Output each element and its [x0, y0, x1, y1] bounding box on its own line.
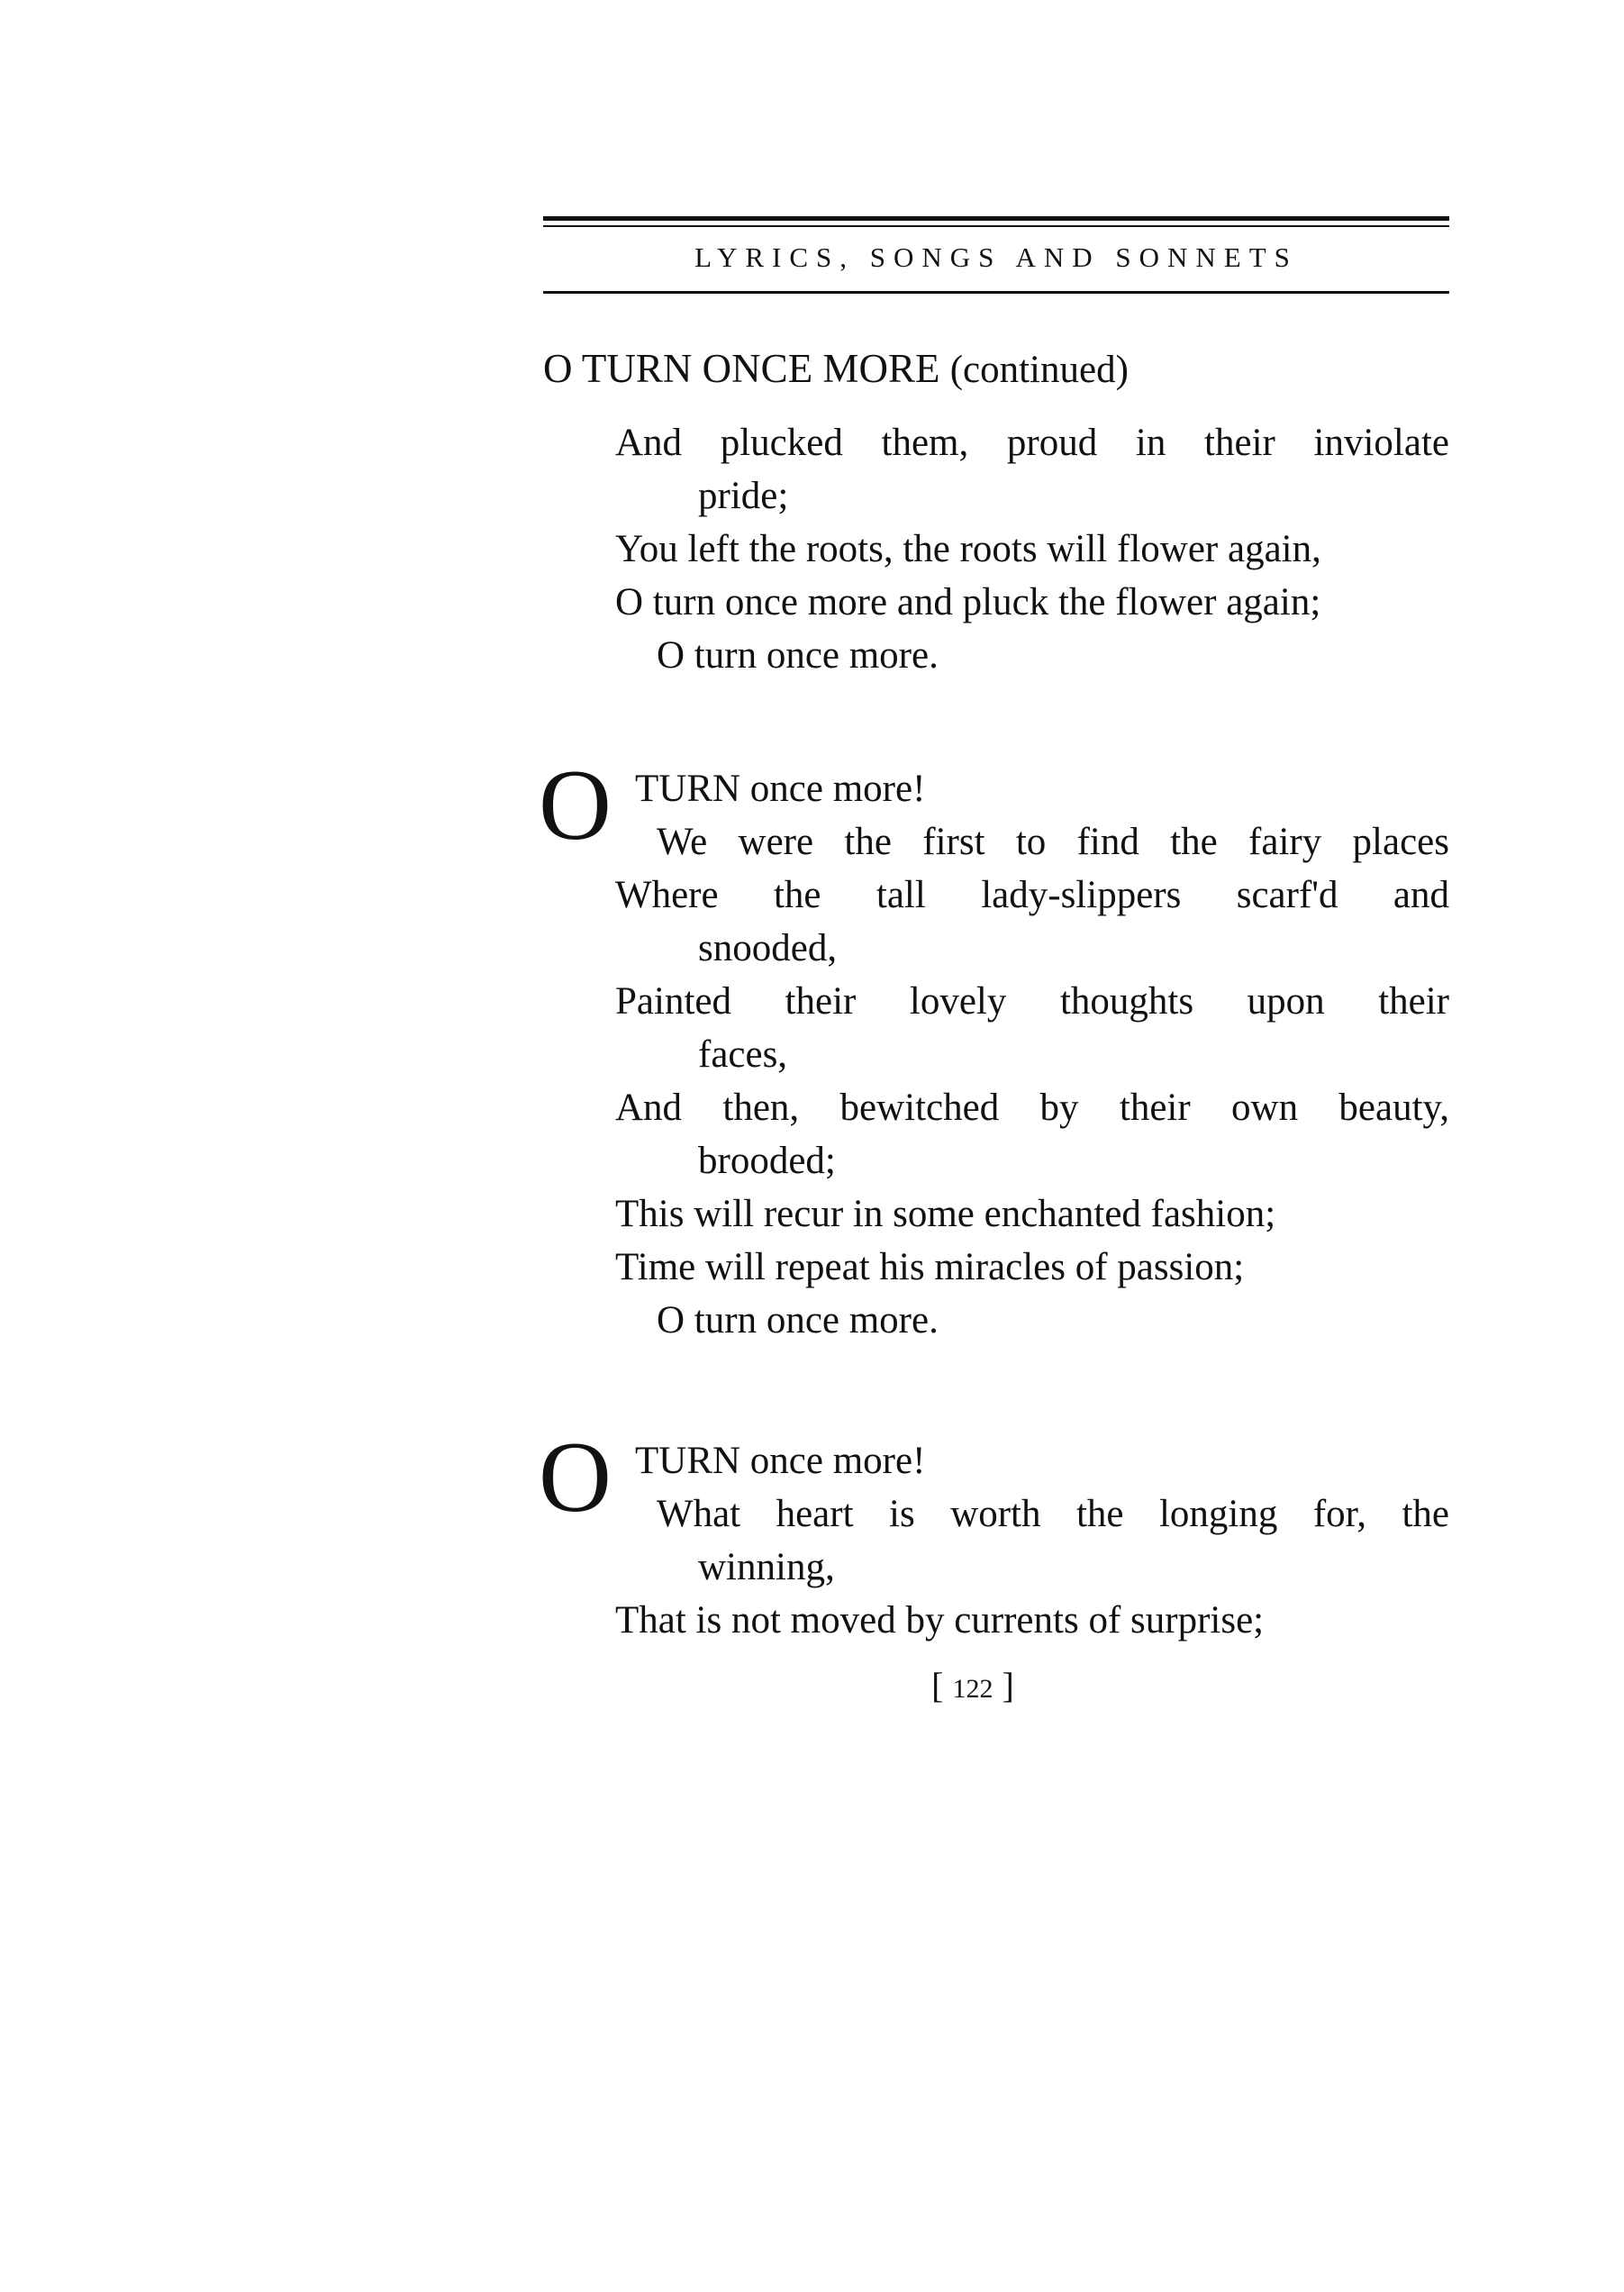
- verse-line: brooded;: [698, 1140, 836, 1182]
- header-rule-top: [543, 216, 1449, 221]
- verse-line: pride;: [698, 475, 789, 517]
- verse-line: winning,: [698, 1546, 835, 1588]
- poem-title: [543, 348, 1129, 391]
- header-rule-bottom: [543, 291, 1449, 294]
- verse-line: And then, bewitched by their own beauty,: [615, 1087, 1449, 1129]
- verse-line: O turn once more and pluck the flower again;: [615, 581, 1321, 623]
- verse-line: And plucked them, proud in their inviolate: [615, 422, 1449, 464]
- verse-line: O turn once more.: [657, 1299, 939, 1342]
- verse-line: TURN once more!: [635, 768, 926, 810]
- verse-line: faces,: [698, 1033, 788, 1076]
- bracket-open: [: [931, 1665, 944, 1705]
- verse-line: You left the roots, the roots will flower again,: [615, 528, 1321, 570]
- verse-line: O turn once more.: [657, 634, 939, 677]
- header-rule-top-thin: [543, 225, 1449, 227]
- verse-line: Time will repeat his miracles of passion;: [615, 1246, 1245, 1288]
- page-number-value: 122: [952, 1674, 993, 1704]
- verse-line: snooded,: [698, 927, 838, 969]
- verse-line: That is not moved by currents of surprise;: [615, 1599, 1265, 1642]
- drop-cap: O: [539, 750, 612, 861]
- verse-line: This will recur in some enchanted fashion;: [615, 1193, 1276, 1235]
- verse-line: TURN once more!: [635, 1440, 926, 1482]
- drop-cap: O: [539, 1422, 612, 1533]
- verse-line: Painted their lovely thoughts upon their: [615, 980, 1449, 1023]
- running-head: LYRICS, SONGS AND SONNETS: [694, 241, 1298, 273]
- verse-line: Where the tall lady-slippers scarf'd and: [615, 874, 1449, 916]
- verse-line: We were the first to find the fairy places: [657, 821, 1449, 863]
- bracket-close: ]: [1002, 1665, 1014, 1705]
- page-number: [0, 1667, 1624, 1708]
- title-sub: (continued): [949, 349, 1129, 391]
- title-main: O TURN ONCE MORE: [543, 346, 940, 391]
- verse-line: What heart is worth the longing for, the: [657, 1493, 1449, 1535]
